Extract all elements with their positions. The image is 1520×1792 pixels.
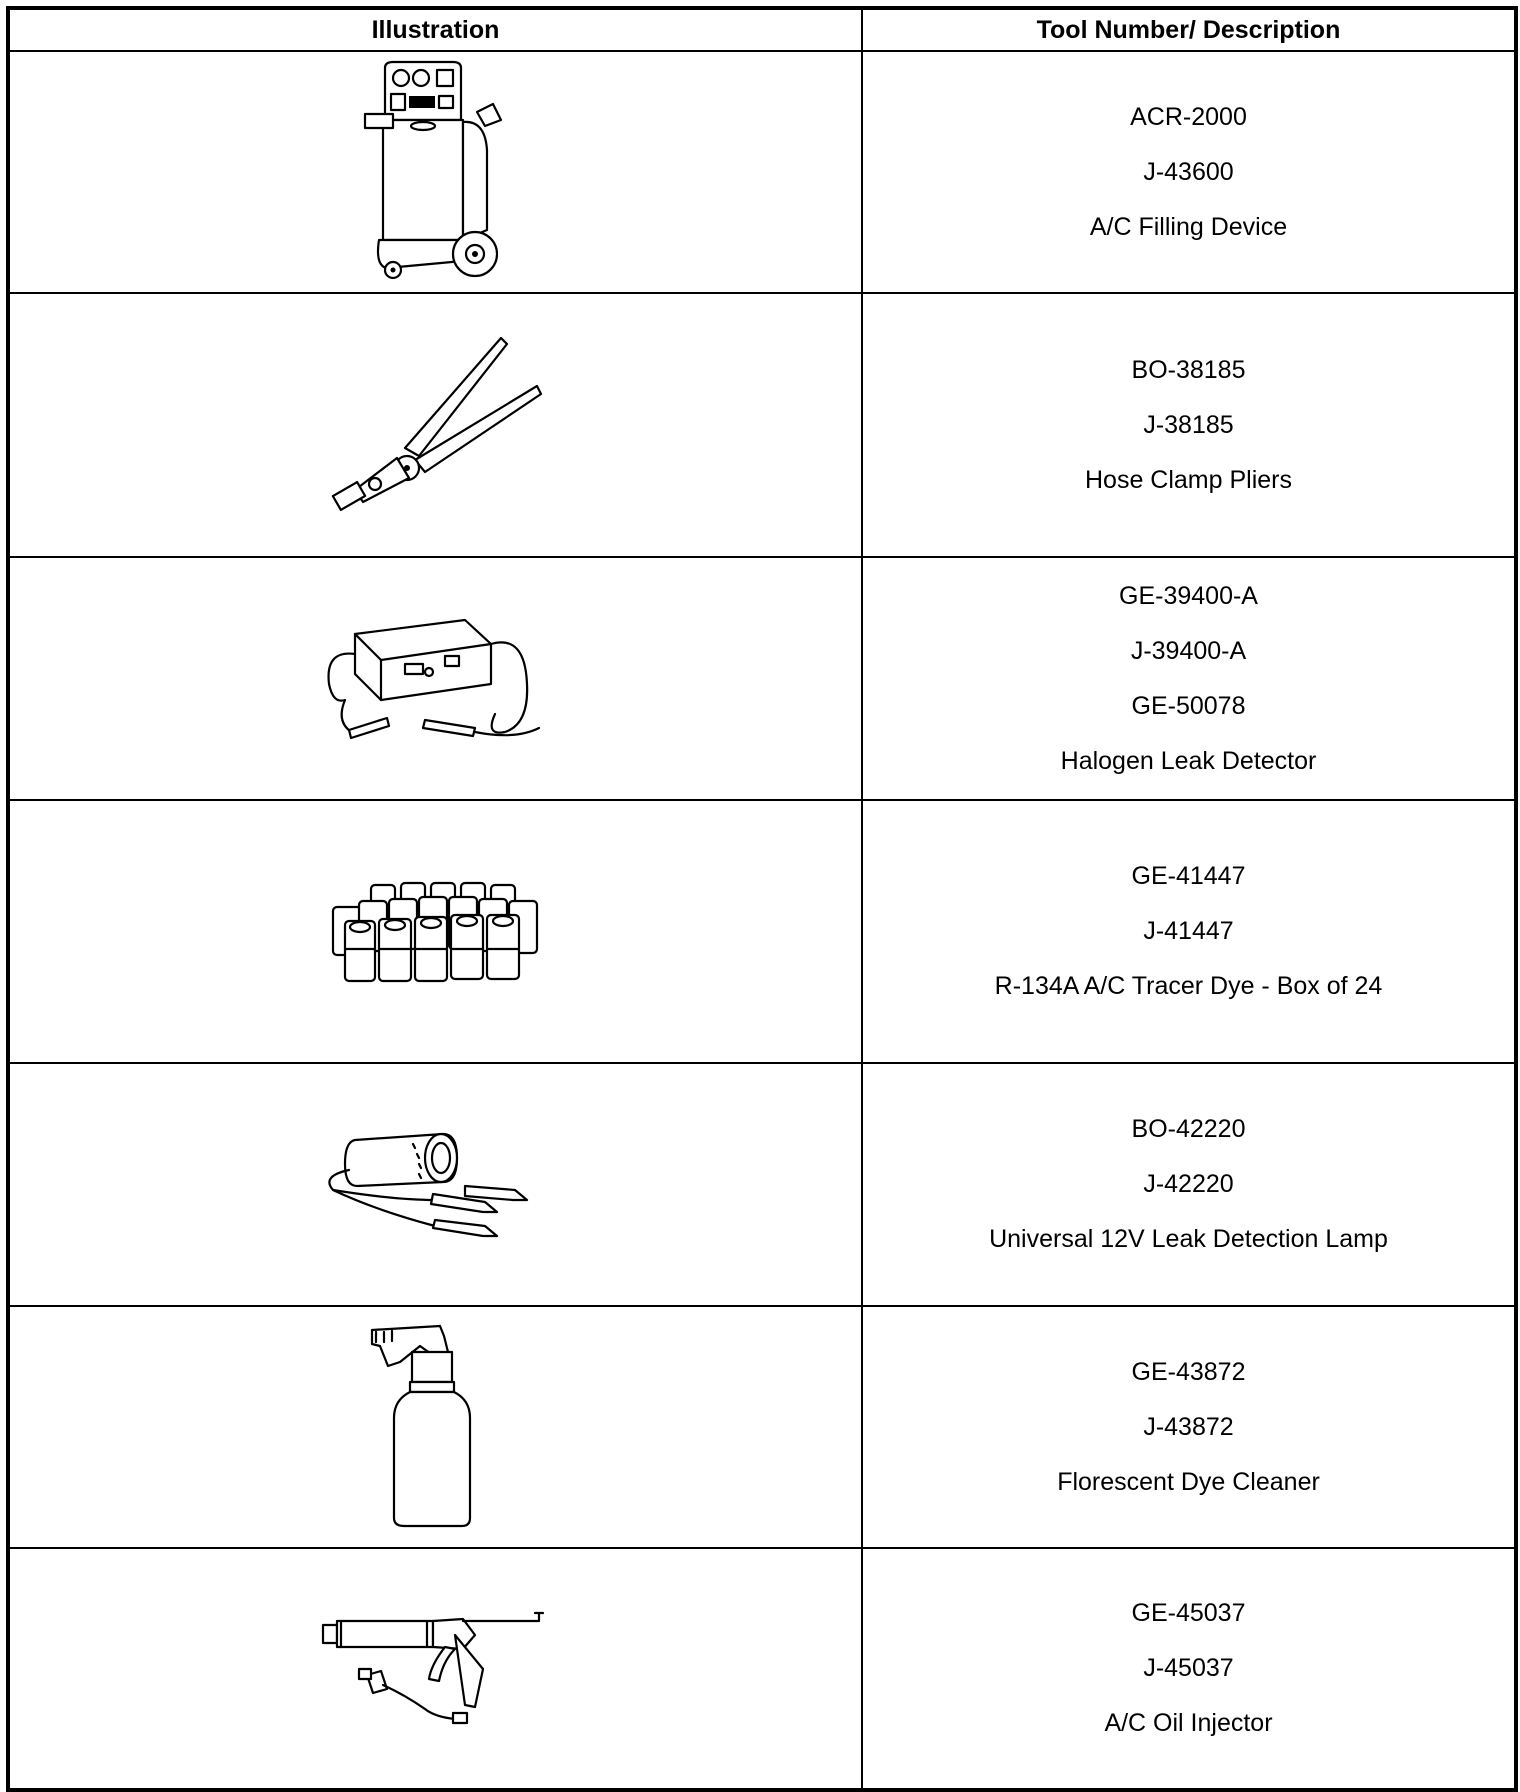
leak-detection-lamp-icon bbox=[315, 1130, 545, 1240]
tool-description: A/C Oil Injector bbox=[1104, 1709, 1273, 1737]
tool-description-cell bbox=[862, 1063, 1516, 1306]
tool-number: J-45037 bbox=[1143, 1654, 1234, 1682]
tool-description: Halogen Leak Detector bbox=[1060, 746, 1317, 775]
illustration-cell bbox=[8, 293, 862, 557]
tool-number: J-43600 bbox=[1143, 157, 1234, 186]
illustration-cell bbox=[8, 1063, 862, 1306]
tool-description-cell bbox=[862, 557, 1516, 800]
tool-description: Hose Clamp Pliers bbox=[1084, 465, 1292, 494]
tool-number: J-39400-A bbox=[1130, 636, 1247, 665]
tool-number: J-42220 bbox=[1143, 1170, 1234, 1198]
illustration-cell bbox=[8, 800, 862, 1063]
tool-number: GE-43872 bbox=[1131, 1357, 1246, 1386]
tool-description: R-134A A/C Tracer Dye - Box of 24 bbox=[994, 972, 1383, 1000]
tool-description-cell bbox=[862, 800, 1516, 1063]
table-row bbox=[8, 1063, 1516, 1306]
tool-description-cell bbox=[862, 1306, 1516, 1548]
table-row bbox=[8, 1306, 1516, 1548]
tool-number: J-38185 bbox=[1143, 410, 1234, 439]
tool-description-cell bbox=[862, 1548, 1516, 1790]
halogen-leak-detector-icon bbox=[315, 604, 545, 754]
table-row bbox=[8, 1548, 1516, 1790]
tool-number: GE-41447 bbox=[1131, 862, 1246, 890]
illustration-cell bbox=[8, 1548, 862, 1790]
tool-number: J-41447 bbox=[1143, 917, 1234, 945]
tool-number: BO-38185 bbox=[1131, 355, 1246, 384]
column-header-tool-description: Tool Number/ Description bbox=[862, 8, 1516, 51]
table-row bbox=[8, 800, 1516, 1063]
tool-number: GE-50078 bbox=[1131, 691, 1246, 720]
tool-number: GE-39400-A bbox=[1119, 581, 1258, 610]
illustration-cell bbox=[8, 51, 862, 293]
dye-bottles-icon bbox=[315, 877, 545, 987]
tool-number: J-43872 bbox=[1143, 1412, 1234, 1441]
table-header-row bbox=[8, 8, 1516, 51]
illustration-cell bbox=[8, 557, 862, 800]
tool-number: BO-42220 bbox=[1131, 1115, 1246, 1143]
tool-description-cell bbox=[862, 51, 1516, 293]
ac-filling-station-icon bbox=[345, 60, 515, 285]
illustration-cell bbox=[8, 1306, 862, 1548]
special-tools-table bbox=[6, 6, 1518, 1792]
tool-number: GE-45037 bbox=[1131, 1599, 1246, 1627]
hose-clamp-pliers-icon bbox=[315, 330, 545, 520]
tool-description: Florescent Dye Cleaner bbox=[1057, 1467, 1320, 1496]
oil-injector-icon bbox=[315, 1609, 545, 1729]
tool-number: ACR-2000 bbox=[1130, 102, 1247, 131]
tool-description: Universal 12V Leak Detection Lamp bbox=[989, 1225, 1388, 1253]
spray-bottle-icon bbox=[360, 1322, 500, 1532]
table-row bbox=[8, 293, 1516, 557]
tool-description-cell bbox=[862, 293, 1516, 557]
table-row bbox=[8, 557, 1516, 800]
tool-description: A/C Filling Device bbox=[1089, 212, 1288, 241]
table-row bbox=[8, 51, 1516, 293]
column-header-illustration: Illustration bbox=[8, 8, 862, 51]
